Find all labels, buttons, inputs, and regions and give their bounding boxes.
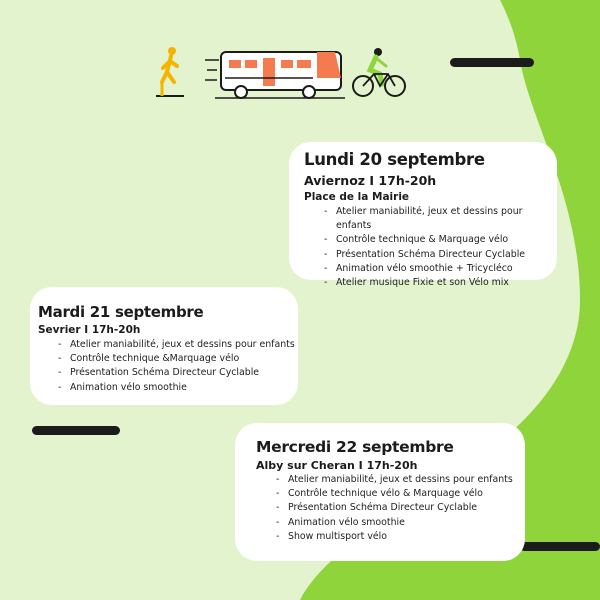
activity-item: - Atelier maniabilité, jeux et dessins pour enfants <box>58 338 295 352</box>
cyclist-icon <box>353 48 405 96</box>
walking-person-icon <box>156 47 184 96</box>
activity-item: - Présentation Schéma Directeur Cyclable <box>58 366 295 380</box>
activity-item: - Atelier musique Fixie et son Vélo mix <box>324 276 557 290</box>
event-card-monday <box>289 142 557 289</box>
decorative-bar-left <box>32 426 120 435</box>
event-date: Mercredi 22 septembre <box>256 438 454 456</box>
activity-item: - Contrôle technique &Marquage vélo <box>58 352 295 366</box>
activity-item: - Présentation Schéma Directeur Cyclable <box>276 501 513 515</box>
activity-item: - Show multisport vélo <box>276 530 513 544</box>
event-card-tuesday <box>30 287 298 405</box>
transport-icons <box>150 44 420 104</box>
decorative-bar-top-right <box>450 58 534 67</box>
event-location-time: Alby sur Cheran I 17h-20h <box>256 459 418 472</box>
bus-icon <box>205 52 345 98</box>
activity-list <box>58 338 295 395</box>
activity-item: - Atelier maniabilité, jeux et dessins pour enfants <box>324 205 557 233</box>
activity-item: - Contrôle technique & Marquage vélo <box>324 233 557 247</box>
decorative-bar-bottom-right <box>520 542 600 551</box>
activity-item: - Animation vélo smoothie + Tricycléco <box>324 262 557 276</box>
event-location-time: Aviernoz I 17h-20h <box>304 173 437 188</box>
event-location-time: Sevrier I 17h-20h <box>38 324 141 336</box>
activity-item: - Contrôle technique vélo & Marquage vélo <box>276 487 513 501</box>
activity-item: - Présentation Schéma Directeur Cyclable <box>324 248 557 262</box>
event-date: Lundi 20 septembre <box>304 150 485 169</box>
activity-item: - Animation vélo smoothie <box>58 381 295 395</box>
activity-list <box>324 205 557 290</box>
event-card-wednesday <box>235 423 525 561</box>
event-date: Mardi 21 septembre <box>38 303 204 321</box>
activity-list <box>276 473 513 544</box>
event-place: Place de la Mairie <box>304 191 410 203</box>
activity-item: - Animation vélo smoothie <box>276 516 513 530</box>
activity-item: - Atelier maniabilité, jeux et dessins pour enfants <box>276 473 513 487</box>
